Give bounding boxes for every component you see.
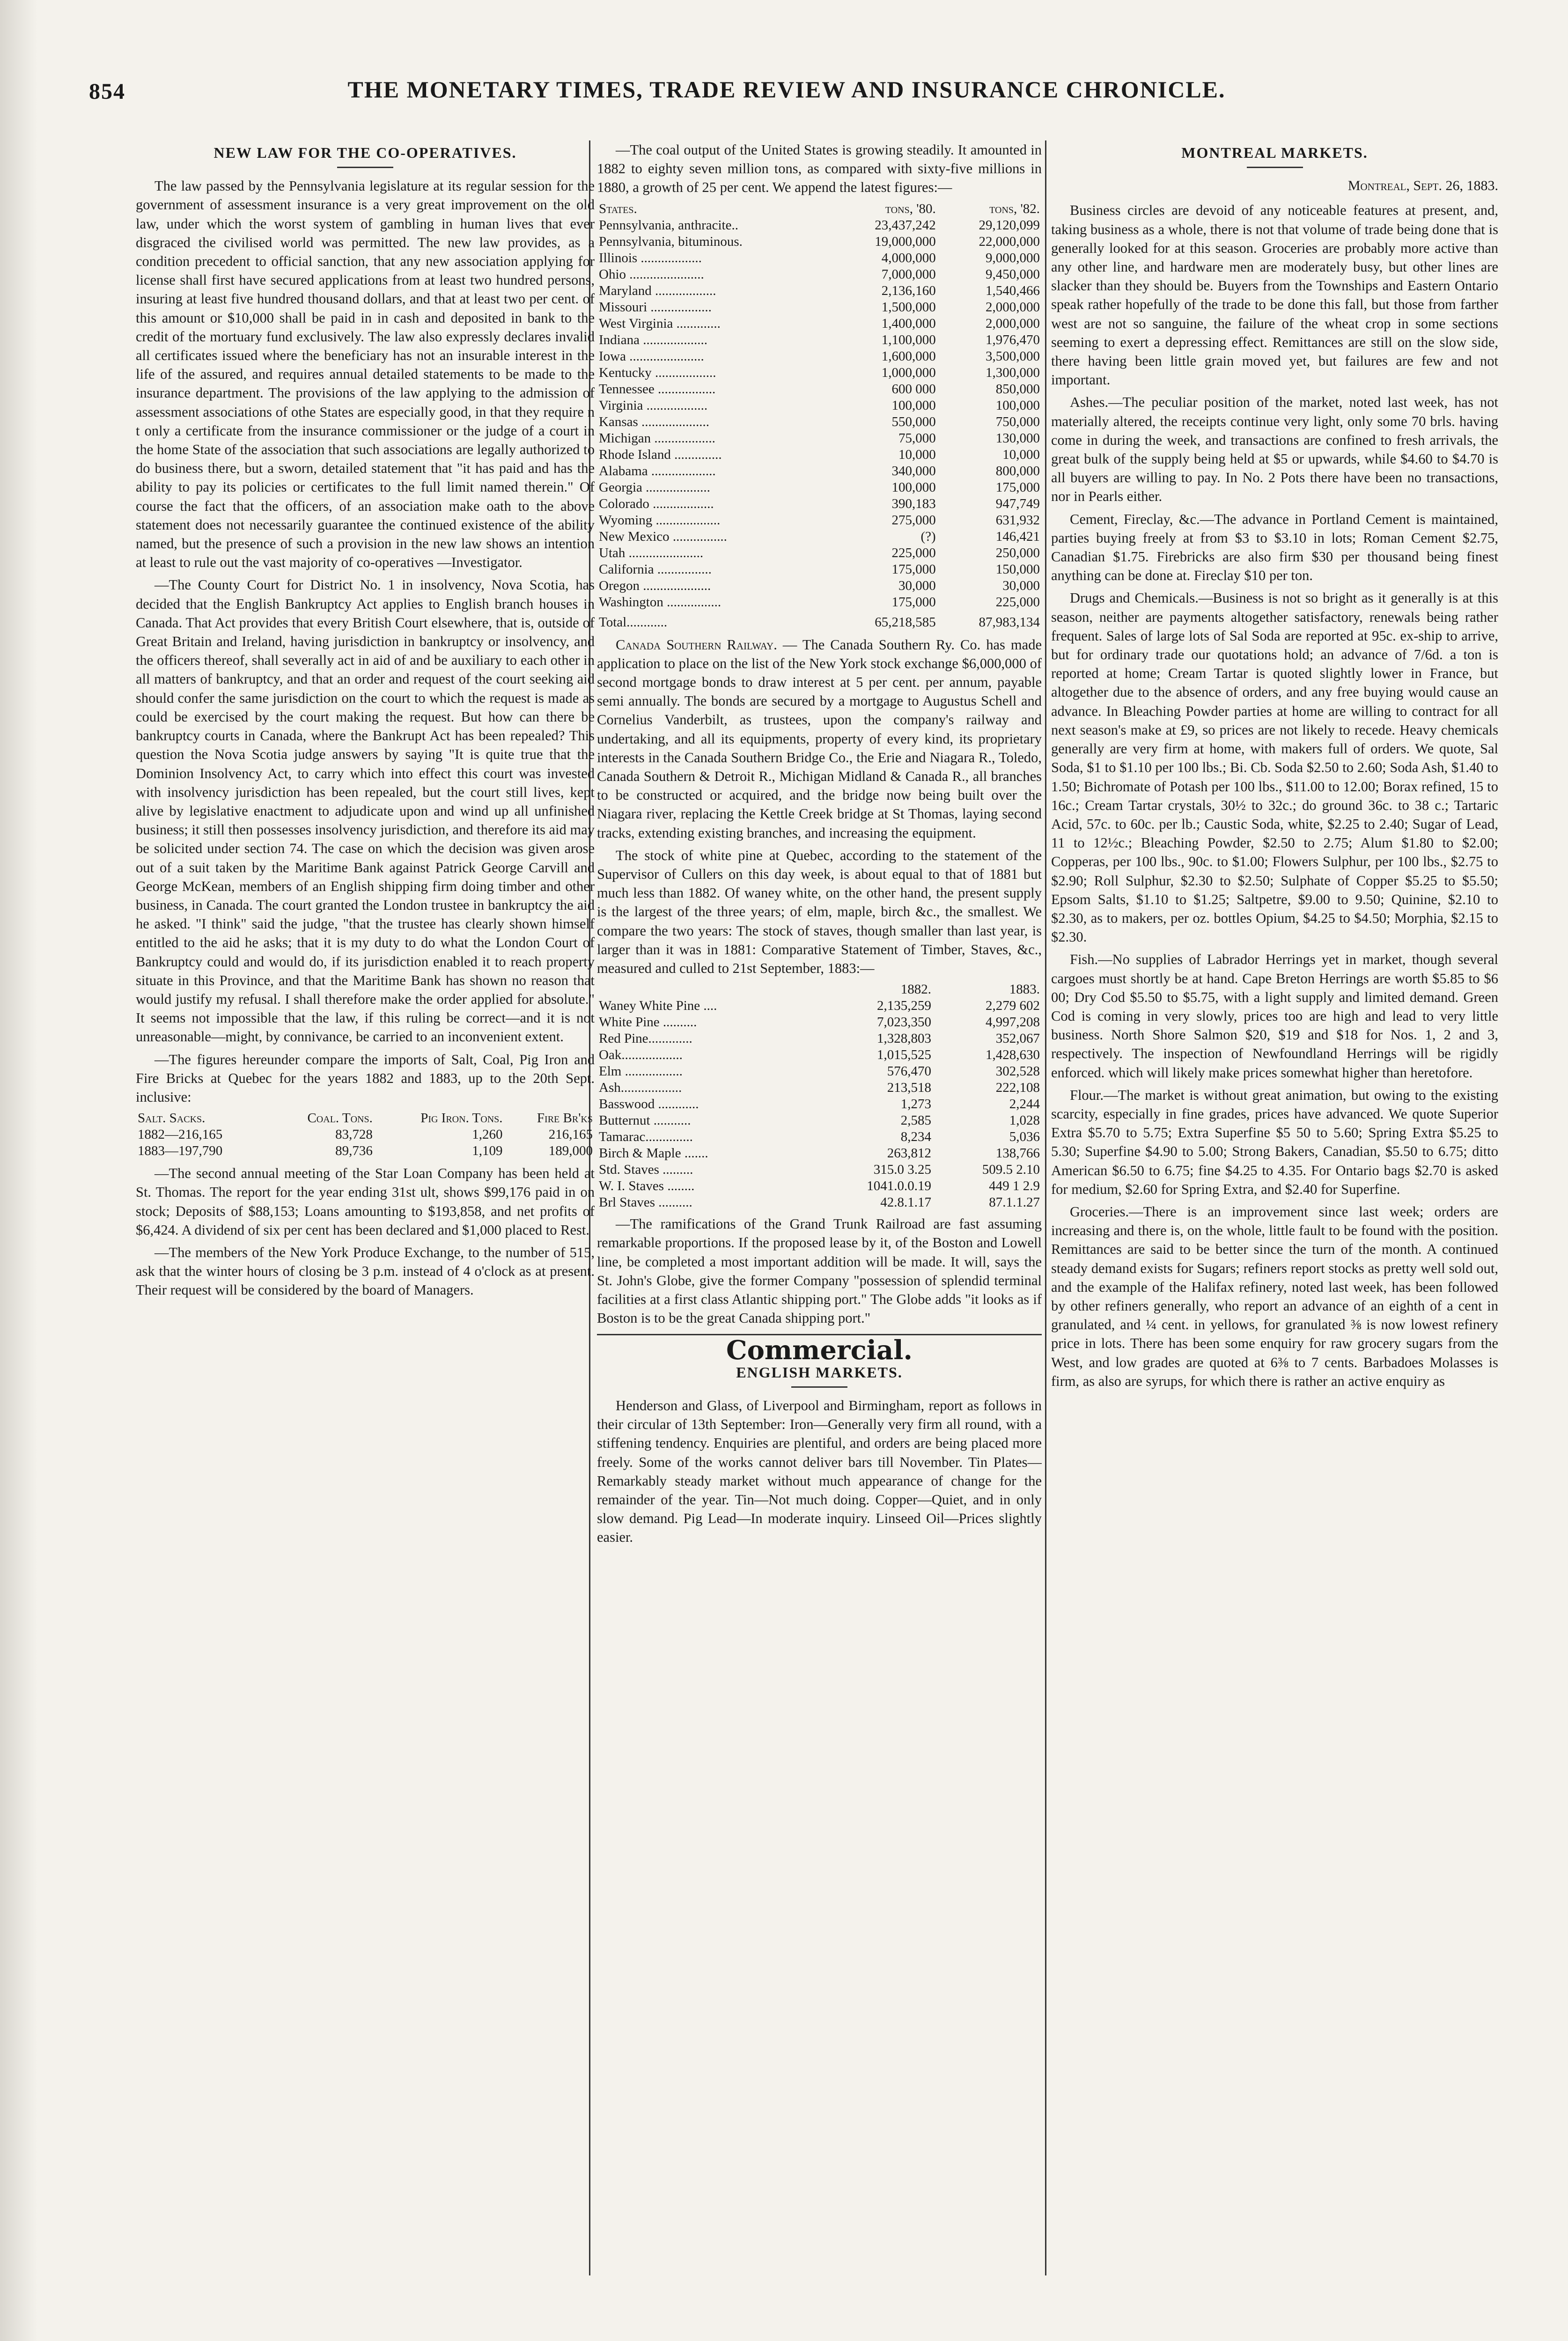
- table-cell: Pennsylvania, bituminous.: [599, 234, 743, 249]
- table-cell: 315.0 3.25: [873, 1162, 931, 1178]
- table-header: tons, '82.: [989, 201, 1040, 216]
- table-cell: 19,000,000: [875, 234, 936, 249]
- table-cell: 550,000: [891, 414, 936, 429]
- table-cell: Iowa ......................: [599, 348, 704, 364]
- article-paragraph: The stock of white pine at Quebec, according to the statement of the Supervisor of Cullers on this day week, is about equal to that of 1881 but much less than 1882. Of waney white, on the other hand, the present supply is the largest of the three years; of elm, maple, birch &c., the smallest. We compare the two years: The stock of staves, though smaller than last year, is larger than it was in 1881: Comparative Statement of Timber, Staves, &c., measured and culled to 21st September, 1883:—: [597, 847, 1042, 977]
- table-cell: Kansas ....................: [599, 414, 710, 429]
- article-paragraph: —The members of the New York Produce Exchange, to the number of 515, ask that the winter hours of closing be 3 p.m. instead of 4 o'clock as at present. Their request will be considered by the board of Managers.: [136, 1244, 595, 1298]
- table-cell: 1,400,000: [881, 316, 936, 331]
- table-cell: 250,000: [995, 545, 1040, 560]
- table-cell: Maryland ..................: [599, 283, 716, 298]
- table-cell: 9,450,000: [986, 266, 1040, 282]
- article-paragraph: Groceries.—There is an improvement since last week; orders are increasing and there is, on the whole, little fault to be found with the position. Remittances are said to be better since the turn of the month. A continued steady demand exists for Sugars; refiners report stocks as pretty well sold out, and the example of the Halifax refinery, noted last week, has been followed by other refiners generally, who report an advance of an eighth of a cent in granulated, and ¼ cent. in yellows, for granulated ⅜ is now lowest refinery price in lots. There has been some enquiry for raw grocery sugars from the West, and low grades are quoted at 6⅜ to 7 cents. Barbadoes Molasses is firm, as also are syrups, for which there is rather an active enquiry as: [1051, 1203, 1498, 1389]
- article-paragraph: Cement, Fireclay, &c.—The advance in Portland Cement is maintained, parties buying freely at from $3 to $3.10 in lots; Roman Cement $2.75, Canadian $1.75. Firebricks are also firm $30 per thousand being finest anything can be done at. Fireclay $10 per ton.: [1051, 511, 1498, 584]
- table-cell: 2,000,000: [986, 299, 1040, 315]
- table-cell: Wyoming ...................: [599, 512, 721, 528]
- paragraph-text: — The Canada Southern Ry. Co. has made application to place on the list of the New York stock exchange $6,000,000 of second mortgage bonds to draw interest at 5 per cent. per annum, payable semi annually. The bonds are secured by a mortgage to Augustus Schell and Cornelius Vanderbilt, as trustees, upon the company's railway and undertaking, and all its equipments, property of every kind, its proprietary interests in the Canada Southern Bridge Co., the Erie and Niagara R., Toledo, Canada Southern & Detroit R., Michigan Midland & Canada R., all branches to be constructed or acquired, and the bridge now being built over the Niagara river, replacing the Kettle Creek bridge at St Thomas, laying second tracks, extending existing branches, and increasing the equipment.: [597, 636, 1042, 841]
- article-paragraph: [597, 635, 1042, 842]
- article-paragraph: —The coal output of the United States is growing steadily. It amounted in 1882 to eighty seven million tons, as compared with sixty-five millions in 1880, a growth of 25 per cent. We append the latest figures:—: [597, 142, 1042, 196]
- english-markets-heading: ENGLISH MARKETS.: [736, 1363, 903, 1381]
- table-row: [597, 217, 1042, 234]
- table-header: [597, 981, 812, 998]
- table-cell: California ................: [599, 561, 712, 577]
- table-row: [597, 545, 1042, 561]
- table-row: [597, 1194, 1042, 1211]
- table-row: [597, 496, 1042, 512]
- table-row: [597, 283, 1042, 299]
- table-cell: 1,540,466: [986, 283, 1040, 298]
- table-cell: 175,000: [891, 594, 936, 610]
- table-cell: 29,120,099: [979, 217, 1040, 233]
- article-paragraph: —The County Court for District No. 1 in insolvency, Nova Scotia, has decided that the English Bankruptcy Act applies to English branch houses in Canada. That Act provides that every British Court elsewhere, that is, outside of Great Britain and Ireland, having jurisdiction in bankruptcy or insolvency, and the officers thereof, shall severally act in aid of and be auxiliary to each other in all matters of bankruptcy, and that an order and request of the court seeking aid should confer the same jurisdiction on the court to which the request is made as could be exercised by the court making the request. But how can there be bankruptcy courts in Canada, where the Bankrupt Act has been repealed? This question the Nova Scotia judge answers by saying "It is quite true that the Dominion Insolvency Act, to carry which into effect this court was invested with insolvency jurisdiction has been repealed, but the court still lives, kept alive by legislative enactment to adjudicate upon and wind up all unfinished business; it still then possesses insolvency jurisdiction, and therefore its aid may be solicited under section 74. The case on which the decision was given arose out of a suit taken by the Maritime Bank against Patrick George Carvill and George McKean, members of an English shipping firm doing timber and other business, in Canada. The court granted the London trustee in bankruptcy the aid he asked. "I think" said the judge, "that the trustee has clearly shown himself entitled to the aid he asks; that it is my duty to do what the London Court of Bankruptcy could and would do, if its jurisdiction enabled it to reach property situate in this Province, and that the Maritime Bank has shown no reason that would justify my refusal. I shall therefore make the order applied for absolute." It seems not impossible that the law, if this ruling be correct—and it is not unreasonable—might, by connivance, be carried to an inconvenient extent.: [136, 577, 595, 1045]
- table-cell: 1882—216,165: [138, 1127, 223, 1142]
- table-cell: Indiana ...................: [599, 332, 707, 347]
- table-cell: New Mexico ................: [599, 529, 727, 544]
- section-lead: Canada Southern Railway.: [616, 636, 777, 653]
- table-cell: Pennsylvania, anthracite..: [599, 217, 738, 233]
- article-paragraph: —The ramifications of the Grand Trunk Railroad are fast assuming remarkable proportions. If the proposed lease by it, of the Boston and Lowell line, be completed a most important addition will be made. It will, says the St. John's Globe, give the former Company "possession of splendid terminal facilities at a first class Atlantic shipping port." The Globe adds "it looks as if Boston is to be the great Canada shipping port.": [597, 1216, 1042, 1326]
- page-binding-shadow: [0, 0, 37, 2341]
- table-cell: 189,000: [548, 1143, 593, 1159]
- table-cell: Waney White Pine ....: [599, 998, 717, 1014]
- table-row: [597, 594, 1042, 611]
- table-row: [597, 1063, 1042, 1080]
- article-paragraph: The law passed by the Pennsylvania legislature at its regular session for the government of assessment insurance is a very great improvement on the old law, under which the worst system of gambling in human lives that ever disgraced the civilised world was permitted. The new law provides, as a condition precedent to official sanction, that any new association applying for license shall first have secured applications from at least two hundred persons, insuring at least five hundred thousand dollars, and that at least two per cent. of this amount or $10,000 shall be paid in in cash and deposited in bank to the credit of the mortuary fund exclusively. The law also expressly declares invalid all certificates issued where the beneficiary has not an insurable interest in the life of the assured, and requires annual detailed statements to be made to the insurance department. The provisions of the law applying to the admission of assessment associations of othe States are especially good, in that they require n t only a certificate from the insurance commissioner or the judge of a court in the home State of the association that such associations are legally authorized to do business there, but a sworn, detailed statement that "it has paid and has the ability to pay its policies or certificates to the full limit named therein." Of course the fact that the officers, of an association make oath to the above statement does not necessarily guarantee the continued existence of the ability named, but the presence of such a provision in the new law shows an intention at least to rule out the vast majority of co-operatives —Investigator.: [136, 178, 595, 571]
- table-row: [597, 414, 1042, 430]
- table-row: [597, 1080, 1042, 1096]
- table-cell: 130,000: [995, 430, 1040, 446]
- table-cell: Tennessee .................: [599, 381, 716, 397]
- table-cell: 65,218,585: [875, 614, 936, 630]
- table-cell: Std. Staves .........: [599, 1162, 693, 1178]
- table-cell: 1,428,630: [986, 1047, 1040, 1063]
- table-cell: 449 1 2.9: [989, 1178, 1040, 1194]
- table-row: [597, 398, 1042, 414]
- table-cell: 576,470: [887, 1064, 931, 1079]
- table-row: [597, 1145, 1042, 1162]
- quebec-imports-table: [136, 1110, 595, 1159]
- column-middle: [597, 140, 1042, 2294]
- commercial-section-heading: Commercial.: [597, 1334, 1042, 1360]
- table-row: [597, 430, 1042, 447]
- table-cell: 8,234: [900, 1129, 931, 1145]
- table-row: [597, 561, 1042, 578]
- table-cell: W. I. Staves ........: [599, 1178, 695, 1194]
- table-header: States.: [599, 201, 637, 216]
- table-cell: 30,000: [898, 578, 936, 593]
- article-paragraph: Business circles are devoid of any noticeable features at present, and, taking business as a whole, there is not that volume of trade being done that is generally looked for at this season. Groceries are probably more active than any other line, and hardware men are moderately busy, but other lines are slacker than they should be. Buyers from the Townships and Eastern Ontario speak rather hopefully of the trade to be done this fall, but those from farther west are not so sanguine, the failure of the wheat crop in some sections seeming to exert a depressing effect. Remittances are still on the slow side, there having been little grain moved yet, but failures are few and not important.: [1051, 202, 1498, 388]
- table-cell: 100,000: [891, 398, 936, 413]
- table-cell: 2,244: [1009, 1097, 1040, 1112]
- table-row: [597, 1047, 1042, 1063]
- table-cell: Alabama ...................: [599, 463, 716, 479]
- table-cell: 1,300,000: [986, 365, 1040, 380]
- table-cell: 87,983,134: [979, 614, 1040, 630]
- table-row: [597, 250, 1042, 266]
- table-cell: 225,000: [891, 545, 936, 560]
- table-cell: 2,000,000: [986, 316, 1040, 331]
- column-left: [136, 140, 595, 2294]
- table-header: Fire Br'ks: [537, 1111, 593, 1126]
- table-cell: 175,000: [891, 561, 936, 577]
- running-header: [89, 70, 1484, 112]
- table-cell: 1,015,525: [876, 1047, 931, 1063]
- table-cell: 42.8.1.17: [880, 1195, 931, 1210]
- table-cell: 1,328,803: [876, 1031, 931, 1046]
- table-row: [597, 1162, 1042, 1178]
- table-cell: Brl Staves ..........: [599, 1195, 692, 1210]
- table-cell: 23,437,242: [875, 217, 936, 233]
- table-cell: 263,812: [887, 1146, 931, 1161]
- dateline: Montreal, Sept. 26, 1883.: [1347, 178, 1498, 194]
- table-cell: 225,000: [995, 594, 1040, 610]
- table-cell: 1,028: [1009, 1113, 1040, 1128]
- table-cell: Colorado ..................: [599, 496, 714, 511]
- table-cell: 89,736: [335, 1143, 373, 1159]
- quebec-timber-table: [597, 981, 1042, 1211]
- table-cell: 1,109: [472, 1143, 503, 1159]
- table-cell: Ash..................: [599, 1080, 682, 1096]
- table-cell: Oak..................: [599, 1047, 683, 1063]
- table-cell: 1,500,000: [881, 299, 936, 315]
- table-cell: 7,000,000: [881, 266, 936, 282]
- table-row: [597, 578, 1042, 594]
- table-row: [597, 1096, 1042, 1112]
- table-cell: 150,000: [995, 561, 1040, 577]
- table-cell: 1,100,000: [881, 332, 936, 347]
- table-total-row: [597, 611, 1042, 631]
- table-cell: 302,528: [995, 1064, 1040, 1079]
- table-cell: (?): [920, 529, 936, 544]
- table-cell: 509.5 2.10: [982, 1162, 1040, 1178]
- table-cell: 1,260: [472, 1127, 503, 1142]
- table-cell: 100,000: [891, 479, 936, 495]
- article-paragraph: Fish.—No supplies of Labrador Herrings yet in market, though several cargoes must shortly be at hand. Cape Breton Herrings are worth $5.85 to $6 00; Dry Cod $5.50 to $5.75, with a light supply and limited demand. Green Cod is coming in very slowly, prices too are high and lead to very little business. North Shore Salmon $20, $19 and $18 for Nos. 1, 2 and 3, respectively. The inspection of Newfoundland Herrings will be rigidly enforced. which will likely make prices somewhat higher than heretofore.: [1051, 951, 1498, 1081]
- table-row: [597, 463, 1042, 479]
- table-row: [597, 332, 1042, 348]
- table-cell: Rhode Island ..............: [599, 447, 722, 462]
- table-cell: Georgia ...................: [599, 479, 710, 495]
- table-cell: 100,000: [995, 398, 1040, 413]
- table-row: [597, 512, 1042, 529]
- table-cell: 22,000,000: [979, 234, 1040, 249]
- table-cell: 216,165: [548, 1127, 593, 1142]
- table-header: Salt. Sacks.: [138, 1111, 206, 1126]
- table-cell: 10,000: [1002, 447, 1040, 462]
- table-cell: 2,279 602: [986, 998, 1040, 1014]
- table-row: [136, 1143, 595, 1159]
- article-paragraph: Drugs and Chemicals.—Business is not so bright as it generally is at this season, neither are payments altogether satisfactory, renewals being rather frequent. Sales of large lots of Sal Soda are reported at 95c. ex-ship to arrive, but for ordinary trade our quotations hold; an advance of 7/6d. a ton is reported at home; Cream Tartar is quoted slightly lower in France, but altogether due to the absence of orders, and any free buying would cause an advance. In Bleaching Powder parties at home are willing to contract for all next season's make at £9, so prices are not likely to recede. Heavy chemicals generally are very firm at home, with makers full of orders. We quote, Sal Soda, $1 to $1.10 per 100 lbs.; Bi. Cb. Soda $2.50 to 2.60; Soda Ash, $1.40 to 1.50; Bichromate of Potash per 100 lbs., $11.00 to 12.00; Borax refined, 15 to 16c.; Cream Tartar crystals, 30½ to 32c.; do ground 36c. to 38 c.; Tartaric Acid, 57c. to 60c. per lb.; Caustic Soda, white, $2.25 to 2.40; Sugar of Lead, 11 to 12½c.; Bleaching Powder, $2.50 to 2.75; Alum $1.80 to $2.00; Copperas, per 100 lbs., 90c. to $1.00; Flowers Sulphur, per 100 lbs., $2.75 to $2.90; Roll Sulphur, $2.30 to $2.50; Sulphate of Copper $5.25 to $5.50; Epsom Salts, $1.10 to $1.25; Saltpetre, $9.00 to 9.50; Quinine, $2.10 to $2.30, as to makers, per oz. bottles Opium, $4.25 to $4.50; Morphia, $2.15 to $2.30.: [1051, 590, 1498, 945]
- table-row: [597, 1112, 1042, 1129]
- table-cell: 340,000: [891, 463, 936, 479]
- table-cell: 4,000,000: [881, 250, 936, 265]
- table-cell: 146,421: [995, 529, 1040, 544]
- table-row: [597, 299, 1042, 316]
- table-cell: 1,273: [900, 1097, 931, 1112]
- table-header: 1882.: [900, 982, 931, 997]
- table-cell: Ohio ......................: [599, 266, 704, 282]
- table-row: [597, 1129, 1042, 1145]
- publication-title: THE MONETARY TIMES, TRADE REVIEW AND INSURANCE CHRONICLE.: [347, 76, 1226, 103]
- table-cell: 75,000: [898, 430, 936, 446]
- table-cell: 2,135,259: [876, 998, 931, 1014]
- table-row: [597, 1014, 1042, 1031]
- table-cell: 3,500,000: [986, 348, 1040, 364]
- table-cell: 947,749: [995, 496, 1040, 511]
- table-cell: 600 000: [891, 381, 936, 397]
- table-cell: 9,000,000: [986, 250, 1040, 265]
- page-number: 854: [89, 79, 125, 104]
- table-cell: 1041.0.0.19: [867, 1178, 931, 1194]
- table-cell: 1,976,470: [986, 332, 1040, 347]
- table-header: tons, '80.: [885, 201, 936, 216]
- table-row: [597, 234, 1042, 250]
- table-cell: 87.1.1.27: [989, 1195, 1040, 1210]
- table-cell: 5,036: [1009, 1129, 1040, 1145]
- table-row: [597, 365, 1042, 381]
- table-cell: Illinois ..................: [599, 250, 702, 265]
- table-cell: 30,000: [1002, 578, 1040, 593]
- heading-rule: [337, 167, 393, 168]
- table-cell: 390,183: [891, 496, 936, 511]
- table-cell: White Pine ..........: [599, 1015, 697, 1030]
- column-right: [1051, 140, 1498, 2294]
- table-cell: 4,997,208: [986, 1015, 1040, 1030]
- article-paragraph: —The figures hereunder compare the imports of Salt, Coal, Pig Iron and Fire Bricks at Quebec for the years 1882 and 1883, up to the 20th Sept. inclusive:: [136, 1051, 595, 1105]
- table-cell: Tamarac..............: [599, 1129, 693, 1145]
- table-row: [597, 1031, 1042, 1047]
- table-cell: 138,766: [995, 1146, 1040, 1161]
- article-paragraph: Flour.—The market is without great animation, but owing to the existing scarcity, especially in fine grades, prices have advanced. We quote Superior Extra $5.70 to 5.75; Extra Superfine $5 50 to 5.60; Spring Extra $5.25 to 5.30; Superfine $4.90 to 5.00; Strong Bakers, Canadian, $5.50 to 6.75; ditto American $6.50 to 6.75; fine $4.25 to 4.35. For Ontario bags $2.70 is asked for medium, $2.60 for Spring Extra, and $2.40 for Superfine.: [1051, 1087, 1498, 1197]
- table-cell: Birch & Maple .......: [599, 1146, 708, 1161]
- table-cell: West Virginia .............: [599, 316, 721, 331]
- table-row: [597, 348, 1042, 365]
- us-coal-output-table: [597, 201, 1042, 631]
- table-cell: 800,000: [995, 463, 1040, 479]
- table-cell: 1,000,000: [881, 365, 936, 380]
- table-header: Pig Iron. Tons.: [420, 1111, 503, 1126]
- montreal-markets-heading: MONTREAL MARKETS.: [1181, 144, 1368, 161]
- table-row: [597, 381, 1042, 398]
- table-cell: Kentucky ..................: [599, 365, 716, 380]
- table-cell: 275,000: [891, 512, 936, 528]
- table-cell: Basswood ............: [599, 1097, 699, 1112]
- table-cell: 83,728: [335, 1127, 373, 1142]
- table-cell: 1883—197,790: [138, 1143, 223, 1159]
- table-row: [597, 1178, 1042, 1194]
- table-row: [597, 316, 1042, 332]
- table-cell: 750,000: [995, 414, 1040, 429]
- table-cell: Red Pine.............: [599, 1031, 692, 1046]
- table-cell: 850,000: [995, 381, 1040, 397]
- column-rule-2: [1045, 140, 1046, 2275]
- article-paragraph: —The second annual meeting of the Star Loan Company has been held at St. Thomas. The report for the year ending 31st ult, shows $99,176 paid in on stock; Deposits of $88,153; Loans amounting to $193,858, and net profits of $6,424. A dividend of six per cent has been declared and $1,000 placed to Rest.: [136, 1165, 595, 1238]
- table-row: [597, 447, 1042, 463]
- table-cell: 2,136,160: [881, 283, 936, 298]
- table-cell: 10,000: [898, 447, 936, 462]
- table-cell: Total............: [599, 614, 668, 630]
- table-cell: Butternut ...........: [599, 1113, 691, 1128]
- table-cell: 1,600,000: [881, 348, 936, 364]
- table-cell: Missouri ..................: [599, 299, 712, 315]
- table-header: 1883.: [1009, 982, 1040, 997]
- table-cell: Michigan ..................: [599, 430, 715, 446]
- table-cell: Washington ................: [599, 594, 721, 610]
- table-cell: Oregon ....................: [599, 578, 711, 593]
- table-header: Coal. Tons.: [307, 1111, 373, 1126]
- table-row: [597, 529, 1042, 545]
- table-cell: 631,932: [995, 512, 1040, 528]
- article-paragraph: Ashes.—The peculiar position of the market, noted last week, has not materially altered, the receipts continue very light, only some 70 brls. having come in during the week, and transactions are confined to fresh arrivals, the great bulk of the supply being held at $5 or upwards, while $4.60 to $4.70 is all buyers are willing to pay. In No. 2 Pots there have been no transactions, nor in Pearls either.: [1051, 394, 1498, 505]
- article-paragraph: Henderson and Glass, of Liverpool and Birmingham, report as follows in their circular of 13th September: Iron—Generally very firm all round, with a stiffening tendency. Enquiries are plentiful, and orders are being placed more freely. Some of the works cannot deliver bars till November. Tin Plates—Remarkably steady market without much appearance of change for the remainder of the year. Tin—Not much doing. Copper—Quiet, and in only slow demand. Pig Lead—In moderate inquiry. Linseed Oil—Prices slightly easier.: [597, 1397, 1042, 1546]
- table-cell: 2,585: [900, 1113, 931, 1128]
- table-cell: Utah ......................: [599, 545, 704, 560]
- table-row: [597, 998, 1042, 1014]
- article-heading-co-operatives: NEW LAW FOR THE CO-OPERATIVES.: [213, 144, 517, 161]
- heading-rule: [1247, 167, 1303, 168]
- table-row: [597, 266, 1042, 283]
- heading-rule: [791, 1386, 847, 1388]
- table-row: [597, 479, 1042, 496]
- table-row: [136, 1126, 595, 1143]
- table-cell: 352,067: [995, 1031, 1040, 1046]
- table-cell: 213,518: [887, 1080, 931, 1096]
- table-cell: Elm .................: [599, 1064, 683, 1079]
- table-cell: 7,023,350: [876, 1015, 931, 1030]
- table-cell: 222,108: [995, 1080, 1040, 1096]
- table-cell: Virginia ..................: [599, 398, 708, 413]
- table-cell: 175,000: [995, 479, 1040, 495]
